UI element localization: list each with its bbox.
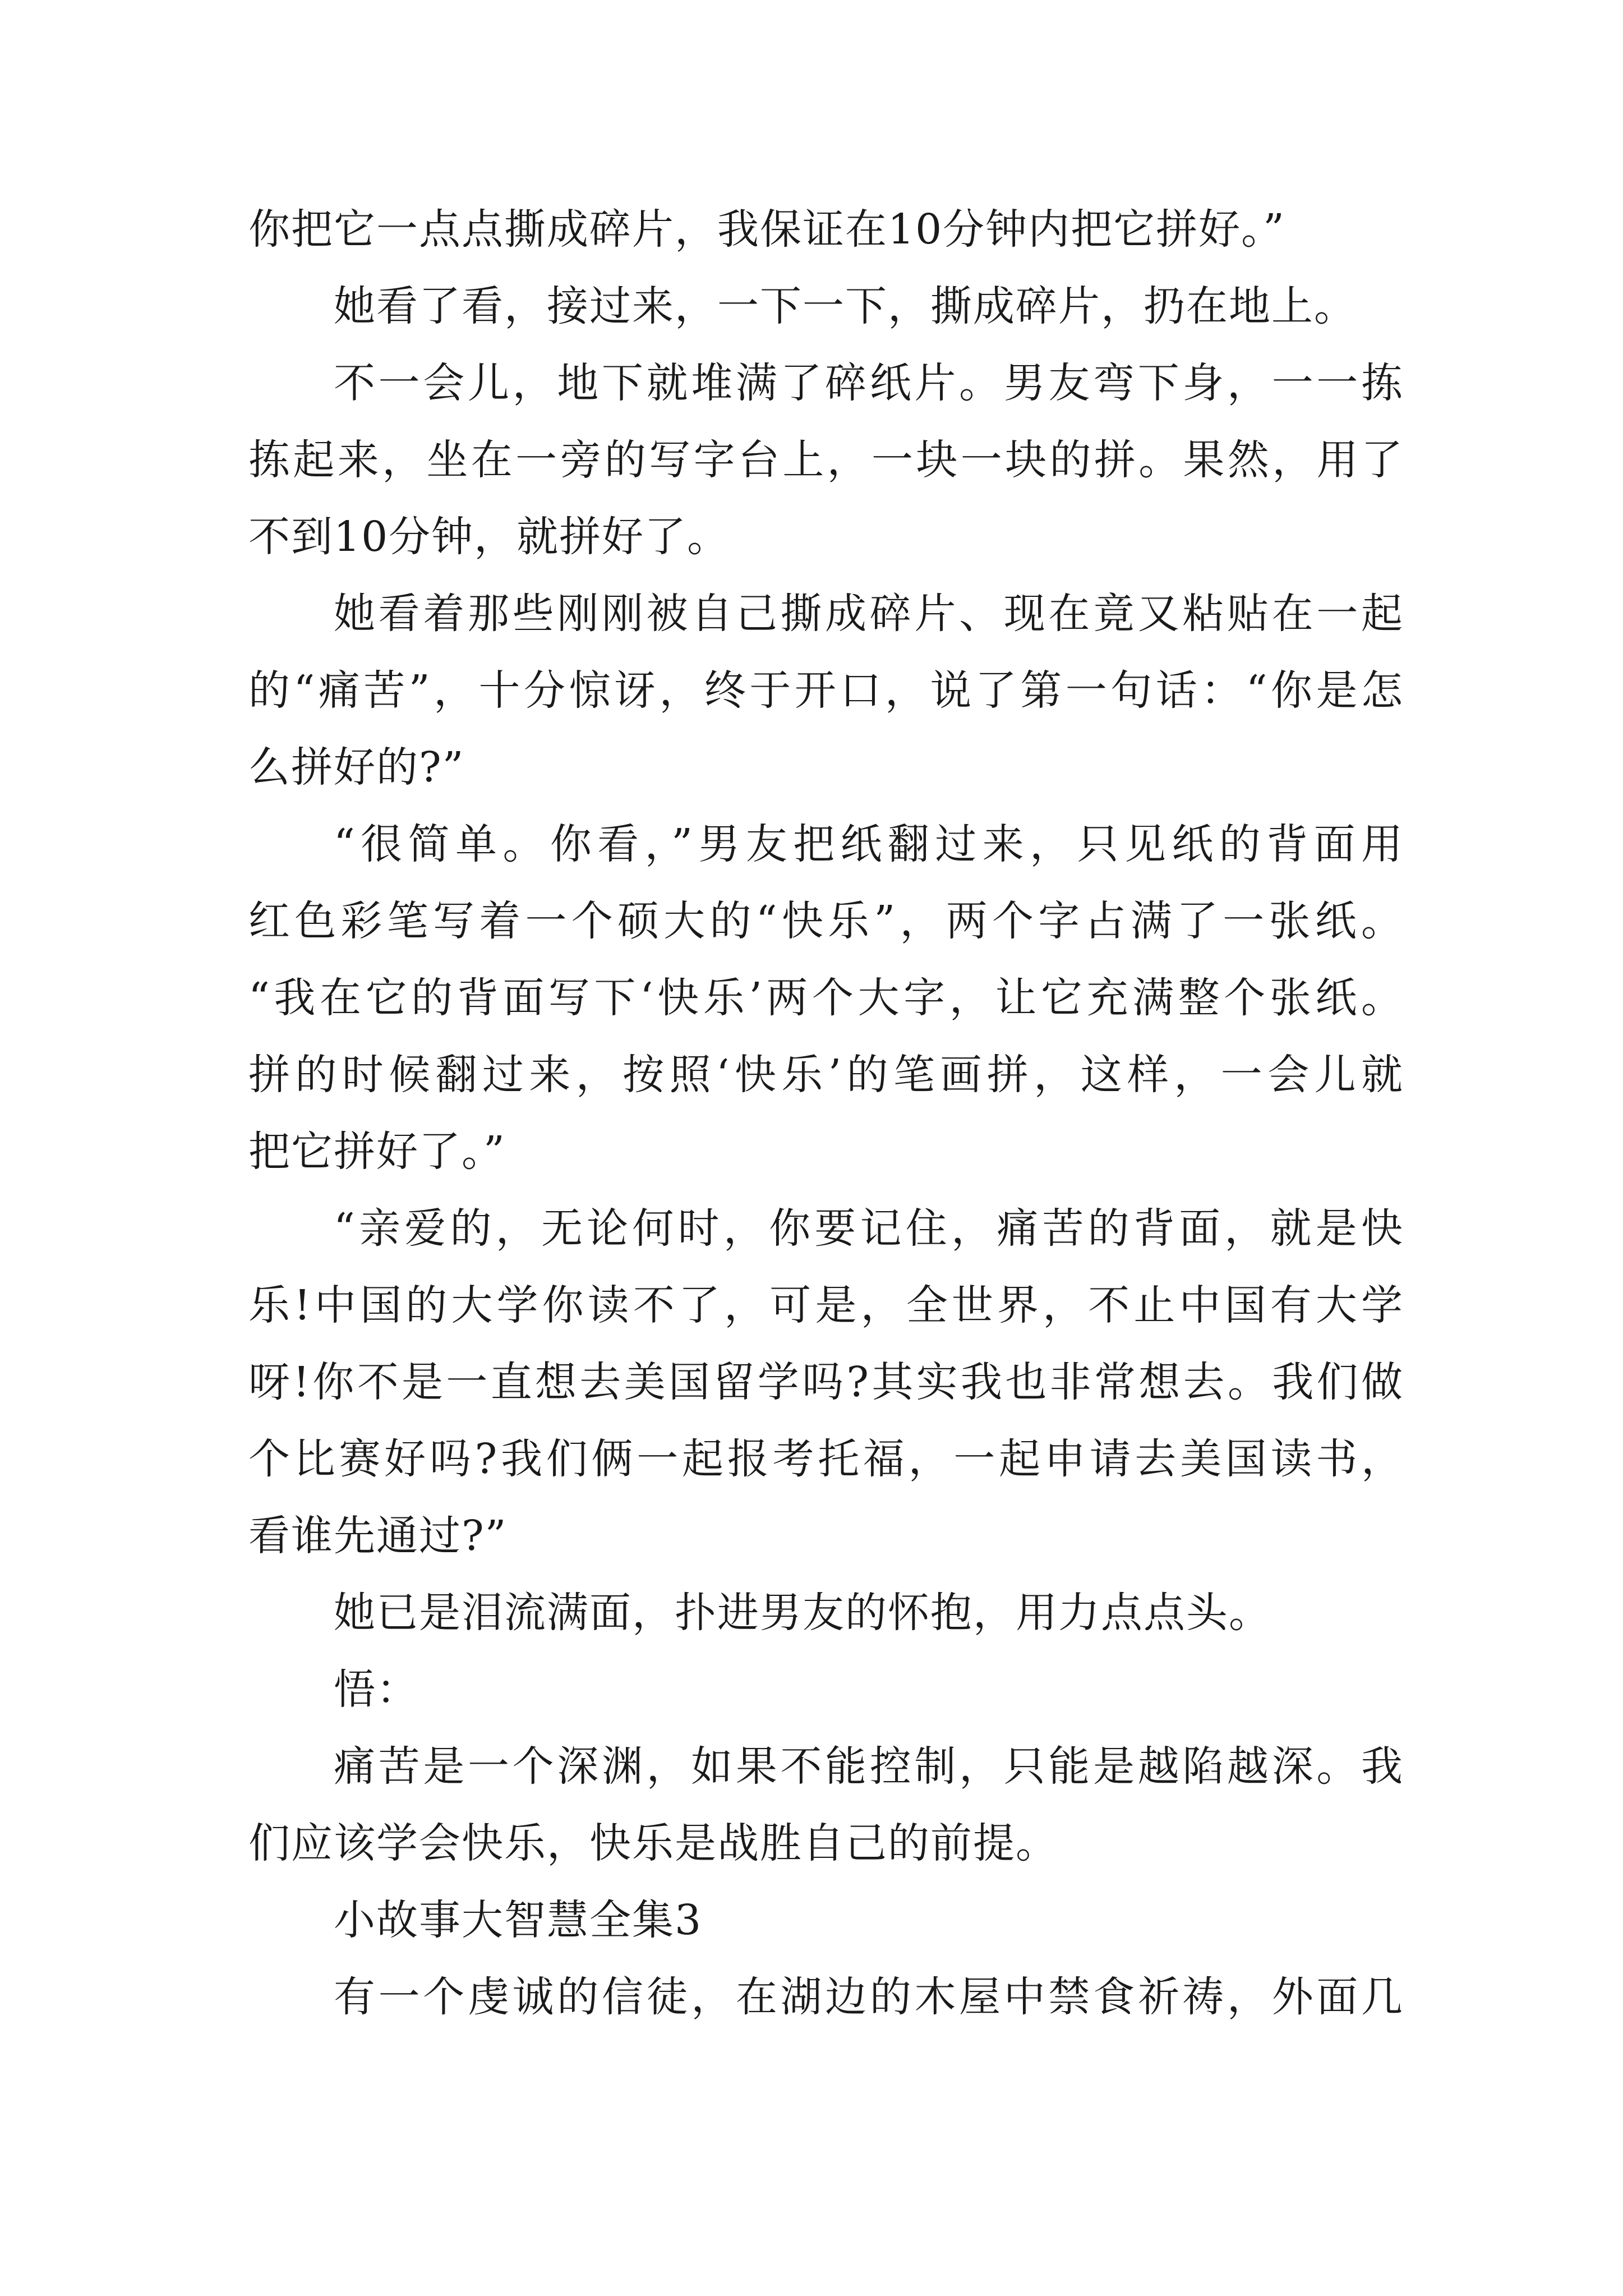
text-line: 拼的时候翻过来，按照‘快乐’的笔画拼，这样，一会儿就	[248, 1051, 1404, 1099]
text-line: 不到10分钟，就拼好了。	[248, 513, 730, 561]
body-text	[248, 191, 1404, 2036]
text-line: 不一会儿，地下就堆满了碎纸片。男友弯下身，一一拣	[334, 359, 1404, 407]
section-heading: 小故事大智慧全集3	[334, 1896, 703, 1944]
text-line: 拣起来，坐在一旁的写字台上，一块一块的拼。果然，用了	[248, 436, 1404, 484]
text-line: 把它拼好了。”	[248, 1128, 506, 1176]
text-line: 你把它一点点撕成碎片，我保证在10分钟内把它拼好。”	[248, 205, 1285, 254]
text-line: “很简单。你看，”男友把纸翻过来，只见纸的背面用	[334, 820, 1404, 868]
text-line: 她看着那些刚刚被自己撕成碎片、现在竟又粘贴在一起	[334, 590, 1404, 638]
text-line: 个比赛好吗?我们俩一起报考托福，一起申请去美国读书，	[248, 1435, 1404, 1483]
text-line: 她看了看，接过来，一下一下，撕成碎片，扔在地上。	[334, 282, 1357, 330]
text-line: 们应该学会快乐，快乐是战胜自己的前提。	[248, 1819, 1058, 1867]
text-line: 的“痛苦”，十分惊讶，终于开口，说了第一句话：“你是怎	[248, 666, 1404, 715]
text-line: 看谁先通过?”	[248, 1512, 508, 1560]
text-line: 么拼好的?”	[248, 743, 465, 792]
text-line: 痛苦是一个深渊，如果不能控制，只能是越陷越深。我	[334, 1742, 1404, 1791]
text-line: 悟：	[334, 1665, 419, 1714]
text-line: 她已是泪流满面，扑进男友的怀抱，用力点点头。	[334, 1589, 1271, 1637]
text-line: “我在它的背面写下‘快乐’两个大字，让它充满整个张纸。	[248, 974, 1404, 1022]
text-line: 有一个虔诚的信徒，在湖边的木屋中禁食祈祷，外面几	[334, 1973, 1404, 2021]
text-line: 呀!你不是一直想去美国留学吗?其实我也非常想去。我们做	[248, 1358, 1404, 1406]
text-line: “亲爱的，无论何时，你要记住，痛苦的背面，就是快	[334, 1204, 1404, 1253]
text-line: 乐!中国的大学你读不了，可是，全世界，不止中国有大学	[248, 1281, 1404, 1329]
text-line: 红色彩笔写着一个硕大的“快乐”，两个字占满了一张纸。	[248, 897, 1404, 945]
